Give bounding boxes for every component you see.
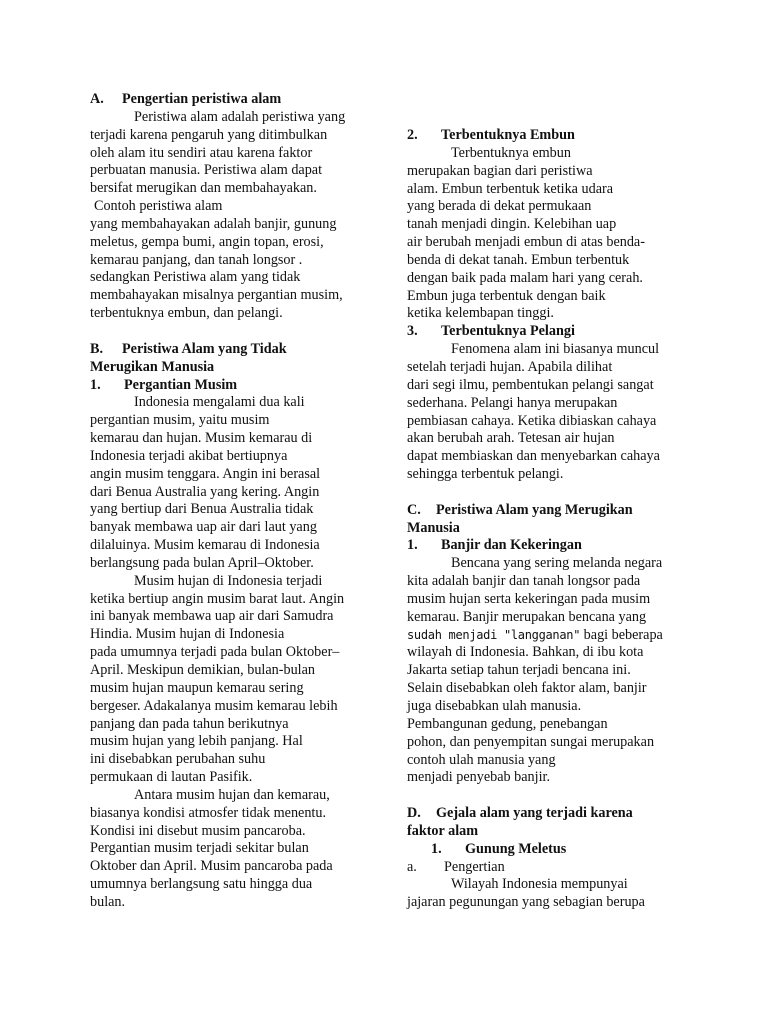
section-a-title: Pengertian peristiwa alam: [122, 91, 282, 107]
text-line: pembiasan cahaya. Ketika dibiaskan cahaya: [407, 412, 657, 429]
item-terbentuknya-pelangi-body: [407, 341, 697, 484]
text-line: pada umumnya terjadi pada bulan Oktober–: [90, 644, 340, 661]
text-line: Indonesia terjadi akibat bertiupnya: [90, 447, 288, 464]
text-line: pergantian musim, yaitu musim: [90, 412, 270, 429]
text-line: jajaran pegunungan yang sebagian berupa: [407, 894, 645, 911]
text-line: pohon, dan penyempitan sungai merupakan: [407, 733, 655, 750]
item-banjir-heading: [407, 537, 697, 555]
text-line: Hindia. Musim hujan di Indonesia: [90, 626, 285, 643]
text-line: ini banyak membawa uap air dari Samudra: [90, 608, 334, 625]
section-a-marker: A.: [90, 91, 104, 107]
section-a-heading: [90, 91, 370, 109]
text-line: Pergantian musim terjadi sekitar bulan: [90, 840, 309, 857]
section-c-title-cont: Manusia: [407, 519, 460, 536]
text-line: menjadi penyebab banjir.: [407, 769, 551, 786]
subitem-pengertian-body: [407, 876, 697, 912]
text-line: Oktober dan April. Musim pancaroba pada: [90, 858, 333, 875]
text-line: banyak membawa uap air dari laut yang: [90, 519, 317, 536]
text-line: Terbentuknya embun: [451, 144, 571, 161]
text-line: dengan baik pada malam hari yang cerah.: [407, 269, 643, 286]
text-line: Peristiwa alam adalah peristiwa yang: [134, 108, 346, 125]
text-line: juga disebabkan ulah manusia.: [407, 698, 582, 714]
subitem-marker: a.: [407, 858, 417, 875]
text-line: Musim hujan di Indonesia terjadi: [134, 572, 323, 589]
text-line: bersifat merugikan dan membahayakan.: [90, 180, 317, 197]
text-line: contoh ulah manusia yang: [407, 751, 556, 768]
text-line: tanah menjadi dingin. Kelebihan uap: [407, 216, 617, 233]
subitem-pengertian-heading: [407, 859, 697, 877]
text-line: yang berada di dekat permukaan: [407, 198, 592, 215]
text-line: dari Benua Australia yang kering. Angin: [90, 483, 320, 500]
item-terbentuknya-pelangi-heading: [407, 323, 697, 341]
text-line: wilayah di Indonesia. Bahkan, di ibu kota: [407, 644, 644, 661]
item-marker: 2.: [407, 127, 418, 143]
text-line: berlangsung pada bulan April–Oktober.: [90, 554, 314, 571]
text-line: Selain disebabkan oleh faktor alam, banjir: [407, 680, 647, 697]
text-line: dari segi ilmu, pembentukan pelangi sangat: [407, 376, 654, 393]
text-line: musim hujan yang lebih panjang. Hal: [90, 733, 303, 750]
item-title: Terbentuknya Pelangi: [441, 323, 575, 340]
text-line: alam. Embun terbentuk ketika udara: [407, 180, 614, 197]
section-c-marker: C.: [407, 501, 421, 518]
item-title: Banjir dan Kekeringan: [441, 537, 582, 554]
text-line: bulan.: [90, 893, 126, 910]
text-line: oleh alam itu sendiri atau karena faktor: [90, 144, 313, 161]
text-line: kemarau dan hujan. Musim kemarau di: [90, 430, 313, 447]
text-line: angin musim tenggara. Angin ini berasal: [90, 465, 321, 482]
text-line: sederhana. Pelangi hanya merupakan: [407, 394, 618, 411]
text-line: umumnya berlangsung satu hingga dua: [90, 876, 313, 893]
text-line: terbentuknya embun, dan pelangi.: [90, 305, 283, 322]
text-line: ketika kelembapan tinggi.: [407, 305, 554, 322]
item-terbentuknya-embun-heading: [407, 127, 697, 145]
subitem-title: Pengertian: [444, 858, 505, 875]
section-b-heading: [90, 341, 370, 359]
text-line: dilaluinya. Musim kemarau di Indonesia: [90, 537, 320, 554]
text-line: akan berubah arah. Tetesan air hujan: [407, 430, 615, 447]
text-line: terjadi karena pengaruh yang ditimbulkan: [90, 126, 328, 143]
item-title: Terbentuknya Embun: [441, 127, 575, 143]
text-line: [407, 627, 697, 645]
item-pergantian-musim-body: [90, 394, 370, 911]
item-title: Gunung Meletus: [465, 840, 567, 857]
text-line: ini disebabkan perubahan suhu: [90, 751, 266, 768]
text-line: Embun juga terbentuk dengan baik: [407, 287, 606, 304]
section-c-heading: [407, 502, 697, 520]
text-line: benda di dekat tanah. Embun terbentuk: [407, 251, 630, 268]
item-pergantian-musim-heading: [90, 377, 370, 395]
text-line: Wilayah Indonesia mempunyai: [451, 876, 628, 893]
section-d-marker: D.: [407, 805, 421, 822]
text-line: dapat membiaskan dan menyebarkan cahaya: [407, 448, 660, 465]
section-b-title-cont: Merugikan Manusia: [90, 358, 215, 375]
text-line: kemarau. Banjir merupakan bencana yang: [407, 608, 647, 625]
text-line: setelah terjadi hujan. Apabila dilihat: [407, 358, 613, 375]
text-line: sedangkan Peristiwa alam yang tidak: [90, 269, 301, 286]
text-line: biasanya kondisi atmosfer tidak menentu.: [90, 804, 327, 821]
item-marker: 1.: [407, 537, 418, 554]
text-line: musim hujan maupun kemarau sering: [90, 679, 304, 696]
text-line: kita adalah banjir dan tanah longsor pada: [407, 573, 641, 590]
quoted-phrase: sudah menjadi "langganan": [407, 627, 581, 642]
text-line: air berubah menjadi embun di atas benda-: [407, 234, 645, 251]
text-line: yang membahayakan adalah banjir, gunung: [90, 215, 337, 232]
text-line: permukaan di lautan Pasifik.: [90, 769, 253, 786]
section-d-title: Gejala alam yang terjadi karena: [436, 805, 633, 822]
text-line: Jakarta setiap tahun terjadi bencana ini.: [407, 662, 631, 679]
text-line: kemarau panjang, dan tanah longsor .: [90, 251, 303, 268]
section-b-title: Peristiwa Alam yang Tidak: [122, 340, 287, 357]
item-marker: 1.: [90, 376, 101, 393]
text-line: April. Meskipun demikian, bulan-bulan: [90, 662, 315, 678]
section-d-heading: [407, 805, 697, 823]
section-b-marker: B.: [90, 340, 104, 357]
text-line: Bencana yang sering melanda negara: [451, 555, 663, 572]
item-banjir-body: [407, 555, 697, 787]
text-line: Fenomena alam ini biasanya muncul: [451, 341, 660, 358]
item-gunung-meletus-heading: [407, 841, 697, 859]
text-line: Indonesia mengalami dua kali: [134, 394, 305, 411]
text-fragment: bagi beberapa: [580, 626, 663, 643]
right-column: [407, 127, 697, 912]
text-line: Contoh peristiwa alam: [94, 198, 223, 215]
text-line: musim hujan serta kekeringan pada musim: [407, 590, 651, 607]
text-line: perbuatan manusia. Peristiwa alam dapat: [90, 162, 323, 179]
item-marker: 1.: [431, 840, 442, 857]
text-line: meletus, gempa bumi, angin topan, erosi,: [90, 233, 324, 250]
item-marker: 3.: [407, 323, 418, 340]
section-c-title: Peristiwa Alam yang Merugikan: [436, 501, 633, 518]
text-line: merupakan bagian dari peristiwa: [407, 162, 593, 179]
text-line: bergeser. Adakalanya musim kemarau lebih: [90, 697, 338, 714]
text-line: membahayakan misalnya pergantian musim,: [90, 287, 343, 304]
left-column: [90, 91, 370, 912]
text-line: panjang dan pada tahun berikutnya: [90, 715, 289, 732]
text-line: ketika bertiup angin musim barat laut. Angin: [90, 590, 345, 607]
section-d-title-cont: faktor alam: [407, 822, 479, 839]
item-title: Pergantian Musim: [124, 376, 238, 393]
text-line: sehingga terbentuk pelangi.: [407, 466, 564, 483]
text-line: Antara musim hujan dan kemarau,: [134, 786, 330, 803]
section-a-body: [90, 109, 370, 323]
item-terbentuknya-embun-body: [407, 145, 697, 323]
text-line: Pembangunan gedung, penebangan: [407, 715, 608, 732]
text-line: yang bertiup dari Benua Australia tidak: [90, 501, 314, 518]
text-line: Kondisi ini disebut musim pancaroba.: [90, 822, 306, 839]
